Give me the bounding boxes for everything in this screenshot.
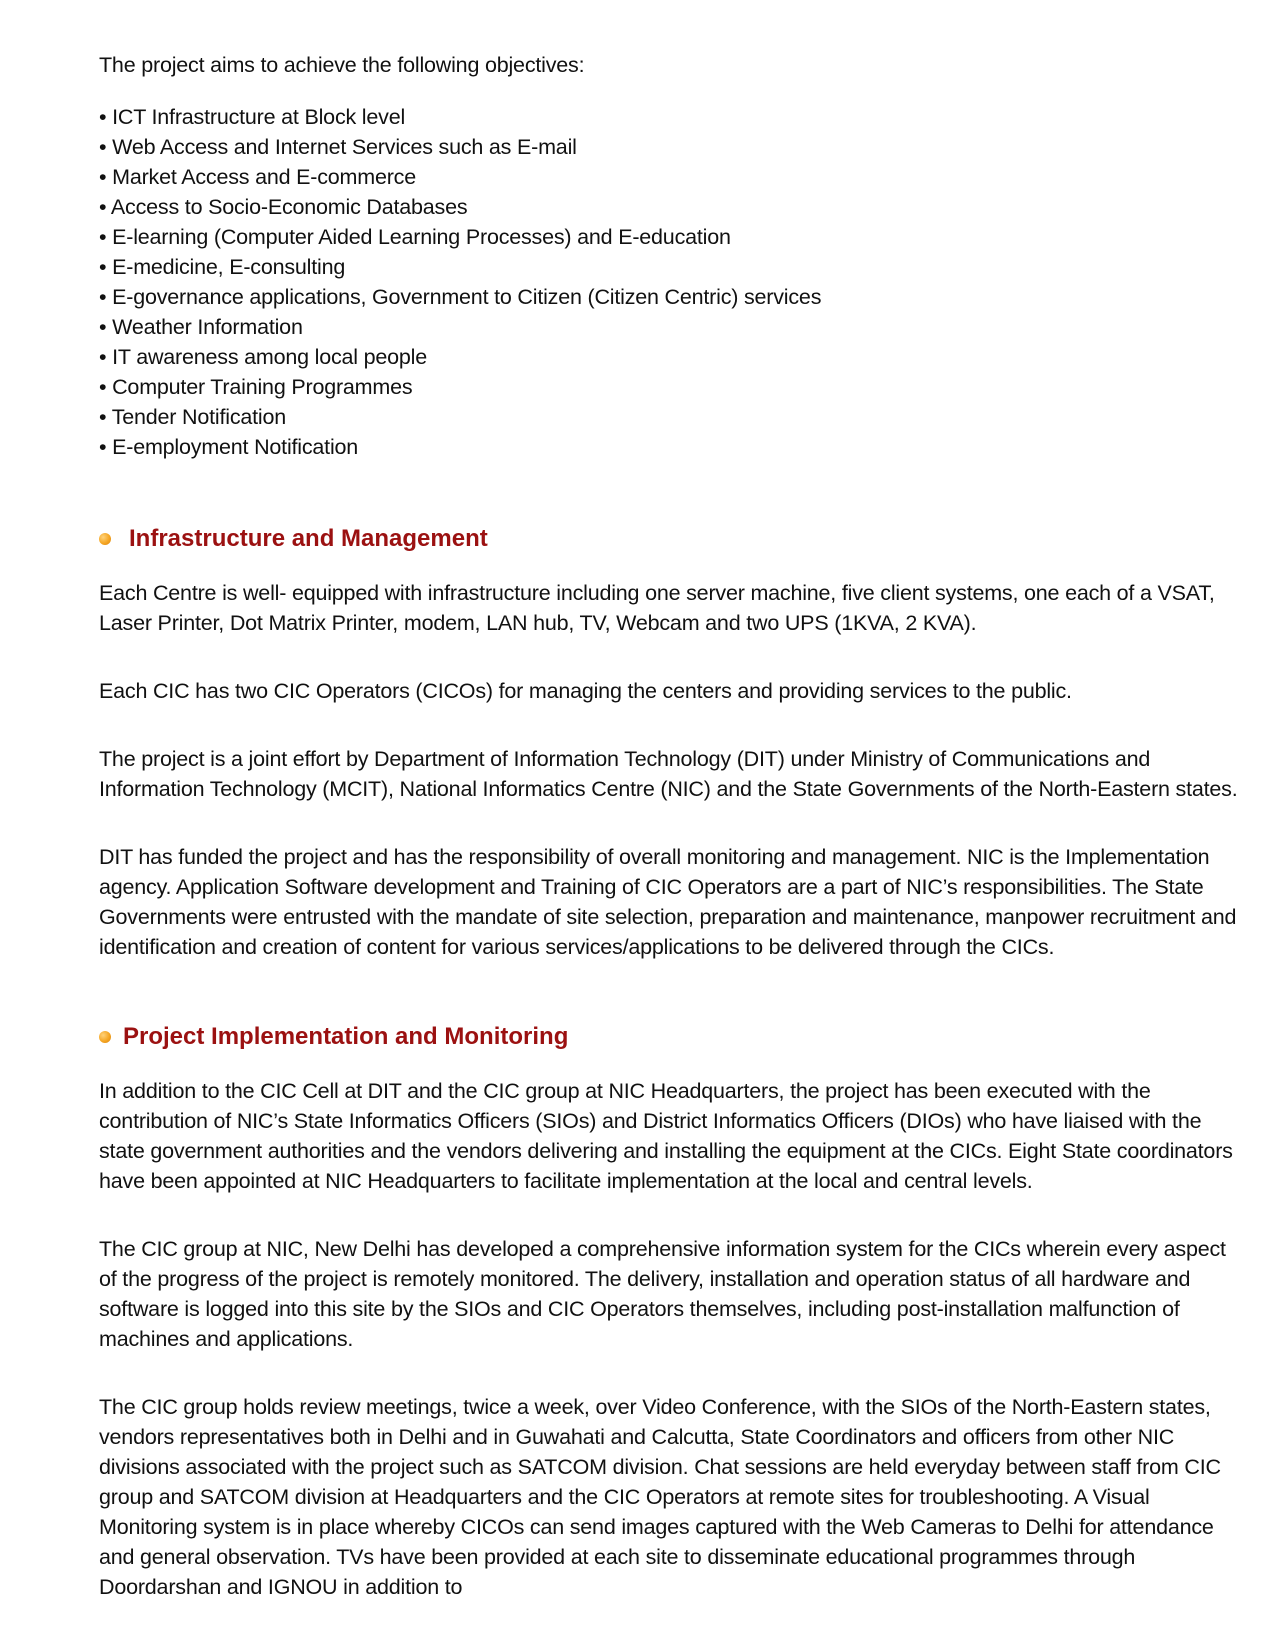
list-item: • Web Access and Internet Services such as E-mail <box>99 135 577 159</box>
bullet-mark: • <box>99 225 107 249</box>
bullet-mark: • <box>99 165 107 189</box>
objectives-intro: The project aims to achieve the following objectives: <box>99 53 585 77</box>
list-item: • Market Access and E-commerce <box>99 165 416 189</box>
objectives-list <box>99 102 1249 462</box>
document-page <box>99 50 1249 1602</box>
list-item: • Computer Training Programmes <box>99 375 413 399</box>
bullet-mark: • <box>99 285 107 309</box>
bullet-mark: • <box>99 435 107 459</box>
list-item: • Tender Notification <box>99 405 286 429</box>
bullet-mark: • <box>99 105 107 129</box>
paragraph: In addition to the CIC Cell at DIT and the CIC group at NIC Headquarters, the project has been executed with the contribution of NIC’s State Informatics Officers (SIOs) and District Informatics Officers (DIOs) who have liaised with the state government authorities and the vendors delivering and installing the equipment at the CICs. Eight State coordinators have been appointed at NIC Headquarters to facilitate implementation at the local and central levels. <box>99 1079 1233 1193</box>
list-item: • ICT Infrastructure at Block level <box>99 105 406 129</box>
bullet-dot-icon <box>99 1031 111 1043</box>
paragraph: Each CIC has two CIC Operators (CICOs) for managing the centers and providing services to the public. <box>99 679 1072 703</box>
bullet-mark: • <box>99 345 107 369</box>
section-heading-implementation <box>99 1022 1249 1052</box>
paragraph: Each Centre is well- equipped with infrastructure including one server machine, five client systems, one each of a VSAT, Laser Printer, Dot Matrix Printer, modem, LAN hub, TV, Webcam and two UPS (1KVA, 2 KVA). <box>99 581 1215 635</box>
bullet-mark: • <box>99 405 107 429</box>
bullet-dot-icon <box>99 533 111 545</box>
paragraph: The CIC group at NIC, New Delhi has developed a comprehensive information system for the CICs wherein every aspect of the progress of the project is remotely monitored. The delivery, installation and operation status of all hardware and software is logged into this site by the SIOs and CIC Operators themselves, including post-installation malfunction of machines and applications. <box>99 1237 1226 1351</box>
paragraph: DIT has funded the project and has the responsibility of overall monitoring and management. NIC is the Implementation agency. Application Software development and Training of CIC Operators are a part of NIC’s responsibilities. The State Governments were entrusted with the mandate of site selection, preparation and maintenance, manpower recruitment and identification and creation of content for various services/applications to be delivered through the CICs. <box>99 845 1237 959</box>
list-item: • E-employment Notification <box>99 435 359 459</box>
bullet-mark: • <box>99 255 107 279</box>
list-item: • Access to Socio-Economic Databases <box>99 195 468 219</box>
list-item: • Weather Information <box>99 315 303 339</box>
section-heading-infrastructure <box>99 524 1249 554</box>
section-title: Project Implementation and Monitoring <box>123 1023 569 1050</box>
bullet-mark: • <box>99 315 107 339</box>
bullet-mark: • <box>99 135 107 159</box>
bullet-mark: • <box>99 195 107 219</box>
list-item: • IT awareness among local people <box>99 345 428 369</box>
list-item: • E-learning (Computer Aided Learning Processes) and E-education <box>99 225 731 249</box>
bullet-mark: • <box>99 375 107 399</box>
list-item: • E-governance applications, Government to Citizen (Citizen Centric) services <box>99 285 822 309</box>
list-item: • E-medicine, E-consulting <box>99 255 346 279</box>
paragraph: The CIC group holds review meetings, twice a week, over Video Conference, with the SIOs of the North-Eastern states, vendors representatives both in Delhi and in Guwahati and Calcutta, State Coordinators and officers from other NIC divisions associated with the project such as SATCOM division. Chat sessions are held everyday between staff from CIC group and SATCOM division at Headquarters and the CIC Operators at remote sites for troubleshooting. A Visual Monitoring system is in place whereby CICOs can send images captured with the Web Cameras to Delhi for attendance and general observation. TVs have been provided at each site to disseminate educational programmes through Doordarshan and IGNOU in addition to <box>99 1395 1221 1599</box>
section-title: Infrastructure and Management <box>129 525 488 552</box>
paragraph: The project is a joint effort by Department of Information Technology (DIT) under Ministry of Communications and Information Technology (MCIT), National Informatics Centre (NIC) and the State Governments of the North-Eastern states. <box>99 747 1238 801</box>
